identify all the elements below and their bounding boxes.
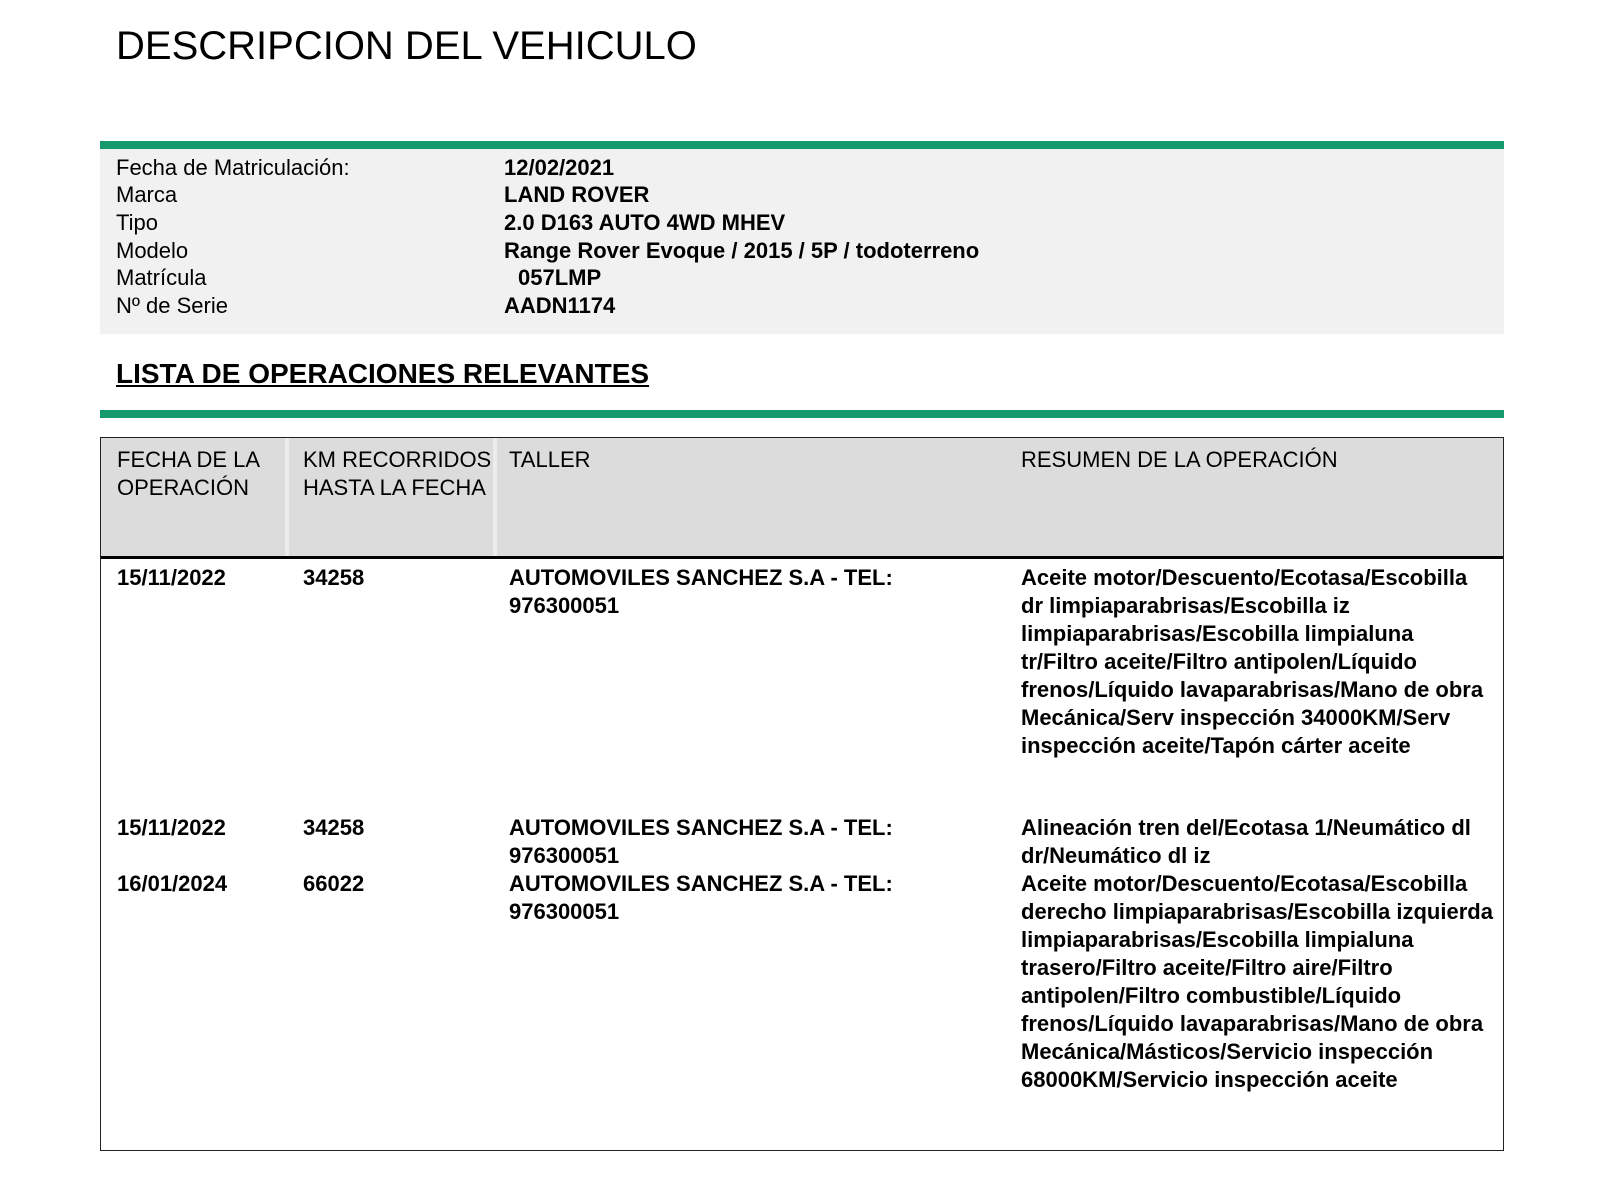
table-header (101, 438, 1503, 559)
header-fecha: FECHA DE LA OPERACIÓN (117, 447, 259, 500)
header-taller: TALLER (509, 447, 591, 472)
type-label: Tipo (116, 210, 158, 235)
registration-date-value: 12/02/2021 (504, 155, 615, 180)
top-divider (100, 141, 1504, 149)
header-km: KM RECORRIDOS HASTA LA FECHA (303, 447, 492, 500)
operation-workshop: AUTOMOVILES SANCHEZ S.A - TEL: 976300051 (509, 565, 893, 618)
serial-label: Nº de Serie (116, 293, 228, 318)
registration-date-label: Fecha de Matriculación: (116, 155, 350, 180)
type-value: 2.0 D163 AUTO 4WD MHEV (504, 210, 786, 235)
plate-label: Matrícula (116, 265, 207, 290)
document-title: DESCRIPCION DEL VEHICULO (116, 24, 697, 68)
model-value: Range Rover Evoque / 2015 / 5P / todoterreno (504, 238, 980, 263)
operation-date: 16/01/2024 (117, 871, 228, 896)
model-label: Modelo (116, 238, 189, 263)
section-divider (100, 410, 1504, 418)
operation-summary: Alineación tren del/Ecotasa 1/Neumático dl dr/Neumático dl iz (1021, 815, 1471, 868)
brand-label: Marca (116, 182, 178, 207)
header-resumen: RESUMEN DE LA OPERACIÓN (1021, 447, 1338, 472)
plate-value: 057LMP (518, 265, 602, 290)
operations-table (100, 437, 1504, 1151)
vehicle-info-box (100, 149, 1504, 334)
operation-date: 15/11/2022 (117, 565, 226, 590)
operation-workshop: AUTOMOVILES SANCHEZ S.A - TEL: 976300051 (509, 871, 893, 924)
serial-value: AADN1174 (504, 293, 616, 318)
brand-value: LAND ROVER (504, 182, 650, 207)
operation-km: 34258 (303, 565, 365, 590)
operation-summary: Aceite motor/Descuento/Ecotasa/Escobilla derecho limpiaparabrisas/Escobilla izquierda limpiaparabrisas/Escobilla limpialuna trasero/Filtro aceite/Filtro aire/Filtro antipolen/Filtro combustible/Líquido frenos/Líquido lavaparabrisas/Mano de obra Mecánica/Másticos/Servicio inspección 68000KM/Servicio inspección aceite (1021, 871, 1493, 1092)
operation-workshop: AUTOMOVILES SANCHEZ S.A - TEL: 976300051 (509, 815, 893, 868)
section-title: LISTA DE OPERACIONES RELEVANTES (116, 358, 650, 389)
operation-km: 34258 (303, 815, 365, 840)
operation-km: 66022 (303, 871, 365, 896)
operation-date: 15/11/2022 (117, 815, 226, 840)
operation-summary: Aceite motor/Descuento/Ecotasa/Escobilla dr limpiaparabrisas/Escobilla iz limpiaparabrisas/Escobilla limpialuna tr/Filtro aceite/Filtro antipolen/Líquido frenos/Líquido lavaparabrisas/Mano de obra Mecánica/Serv inspección 34000KM/Serv inspección aceite/Tapón cárter aceite (1021, 565, 1484, 758)
